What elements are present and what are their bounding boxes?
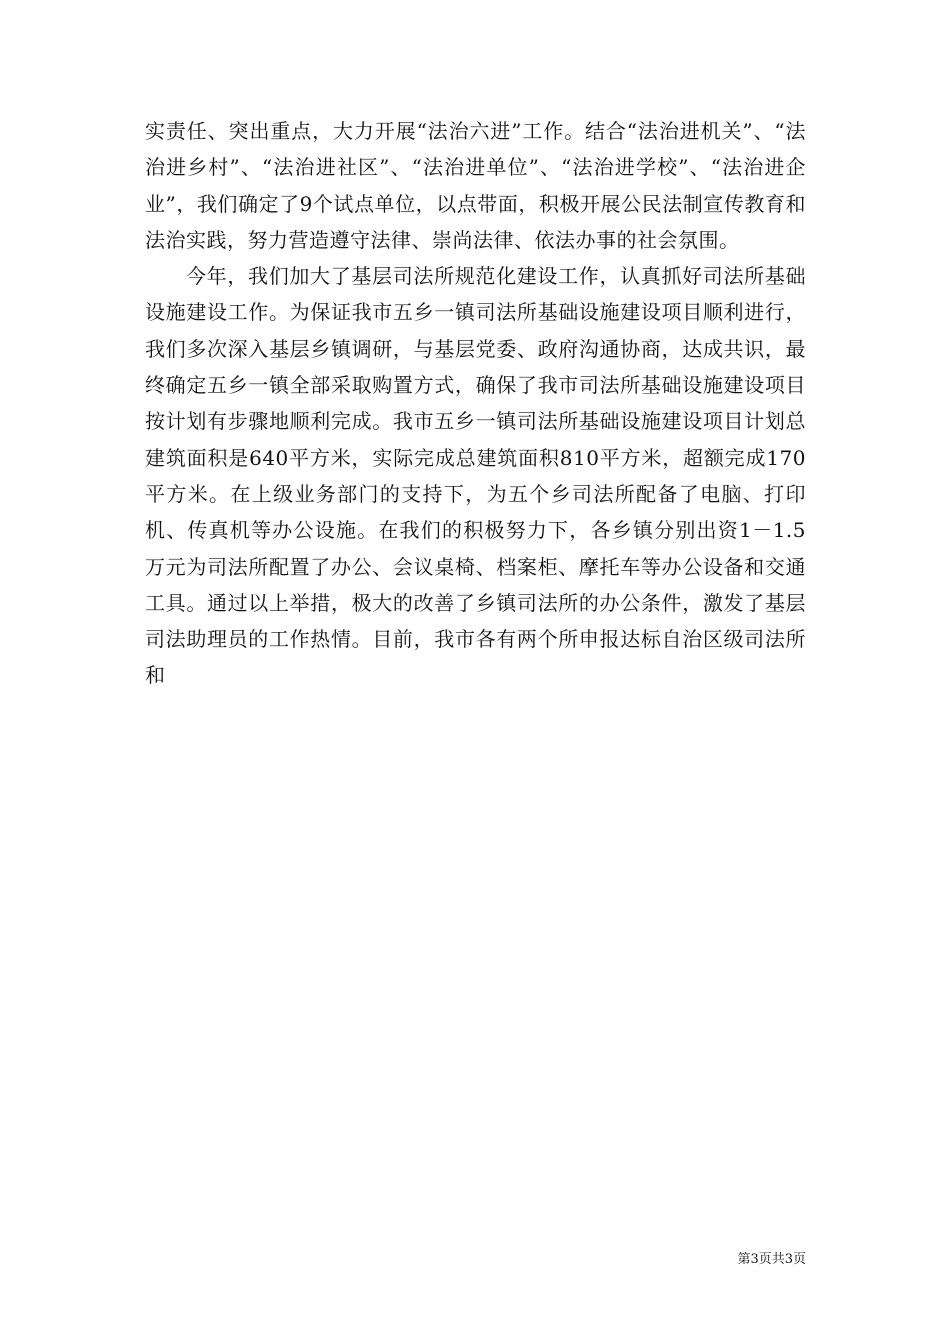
- paragraph-1: 实责任、突出重点，大力开展“法治六进”工作。结合“法治进机关”、“法治进乡村”、“法治进社区”、“法治进单位”、“法治进学校”、“法治进企业”，我们确定了9个试点单位，以点带面，积极开展公民法制宣传教育和法治实践，努力营造遵守法律、崇尚法律、依法办事的社会氛围。: [145, 119, 806, 252]
- page-number: 第3页共3页: [737, 1252, 806, 1267]
- document-body: [145, 113, 806, 694]
- paragraph-2: 今年，我们加大了基层司法所规范化建设工作，认真抓好司法所基础设施建设工作。为保证我市五乡一镇司法所基础设施建设项目顺利进行，我们多次深入基层乡镇调研，与基层党委、政府沟通协商，达成共识，最终确定五乡一镇全部采取购置方式，确保了我市司法所基础设施建设项目按计划有步骤地顺利完成。我市五乡一镇司法所基础设施建设项目计划总建筑面积是640平方米，实际完成总建筑面积810平方米，超额完成170平方米。在上级业务部门的支持下，为五个乡司法所配备了电脑、打印机、传真机等办公设施。在我们的积极努力下，各乡镇分别出资1－1.5万元为司法所配置了办公、会议桌椅、档案柜、摩托车等办公设备和交通工具。通过以上举措，极大的改善了乡镇司法所的办公条件，激发了基层司法助理员的工作热情。目前，我市各有两个所申报达标自治区级司法所和: [145, 264, 806, 688]
